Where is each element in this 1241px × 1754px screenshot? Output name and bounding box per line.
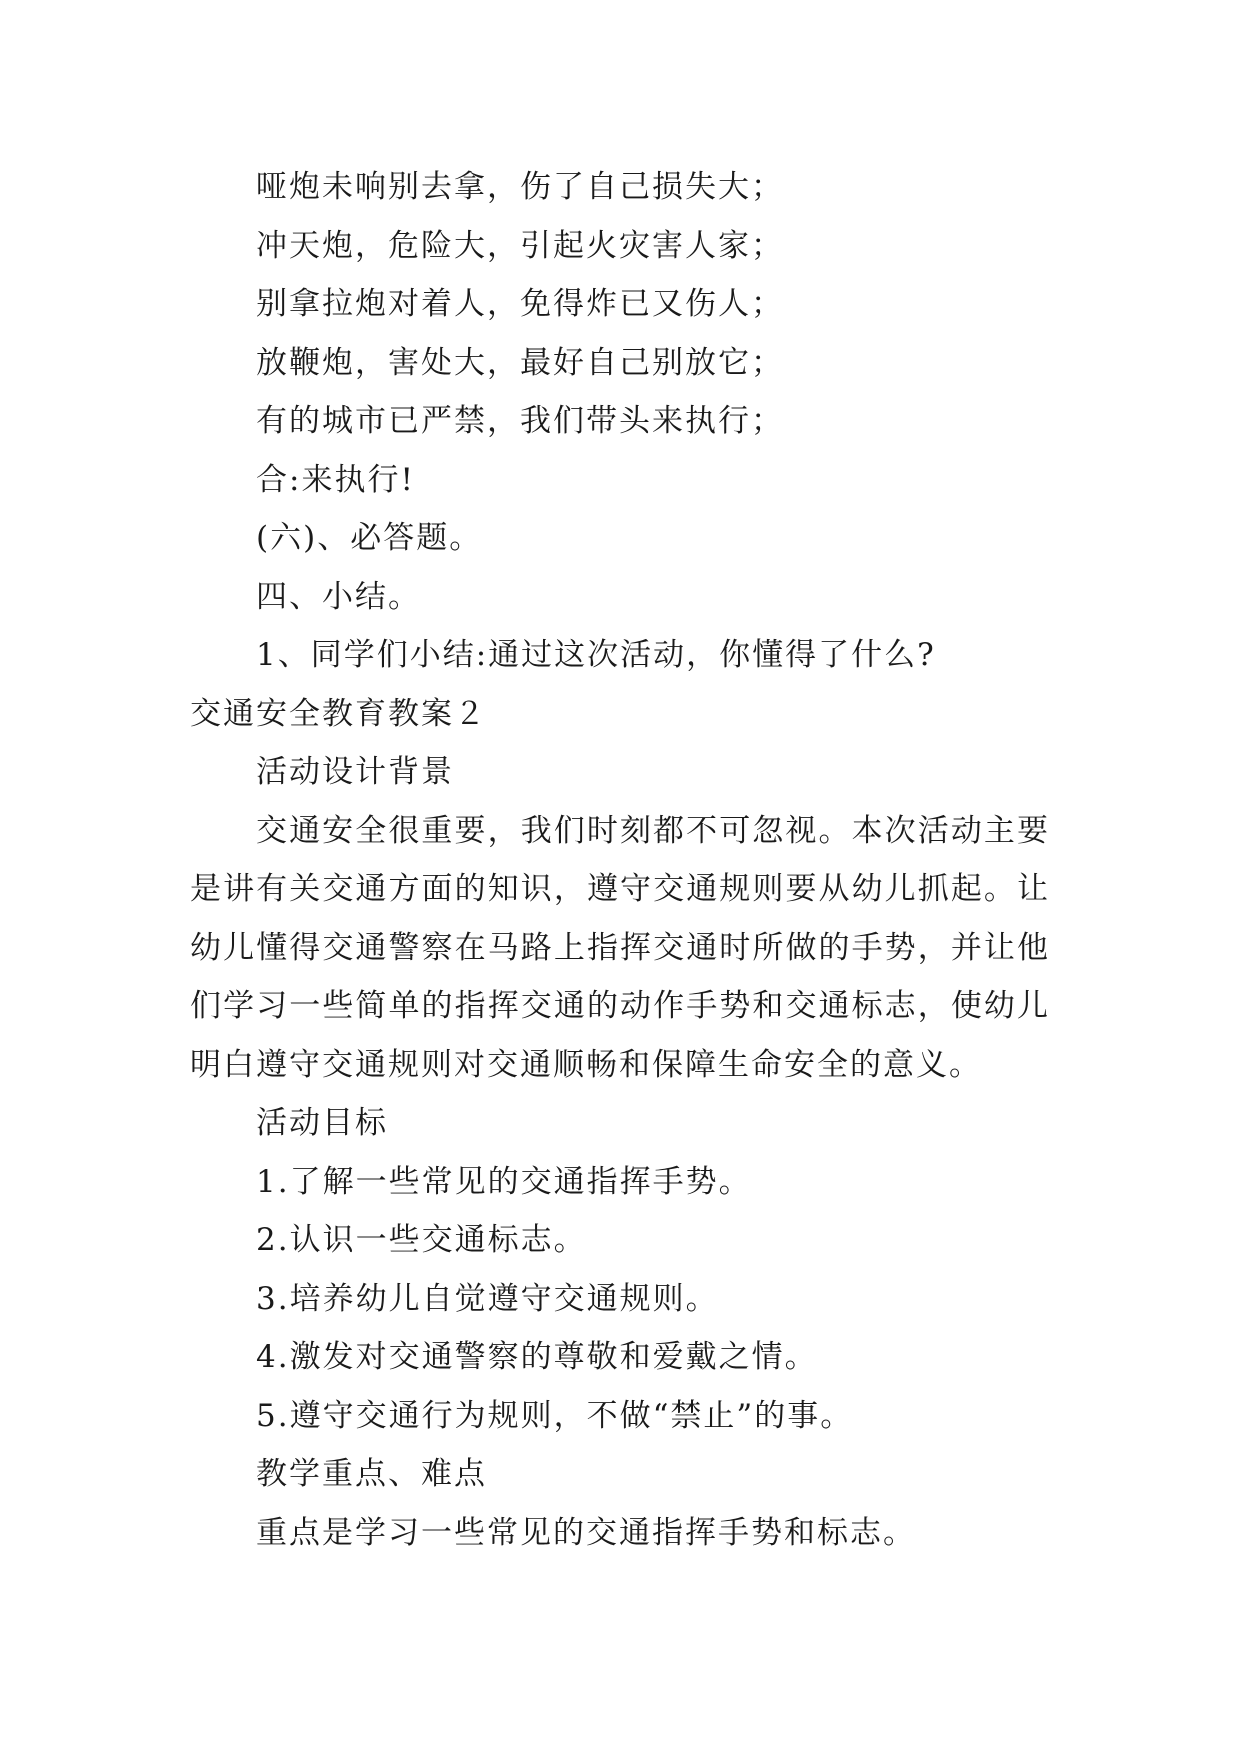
section-title: 交通安全教育教案２ xyxy=(190,695,487,732)
goal-item: 3.培养幼儿自觉遵守交通规则。 xyxy=(256,1280,719,1317)
key-heading: 教学重点、难点 xyxy=(256,1456,487,1492)
verse-line: 冲天炮，危险大，引起火灾害人家； xyxy=(256,227,784,264)
goal-item: 1.了解一些常见的交通指挥手势。 xyxy=(256,1163,752,1200)
verse-line: 别拿拉炮对着人，免得炸已又伤人； xyxy=(256,286,784,322)
background-heading: 活动设计背景 xyxy=(256,754,454,790)
verse-line: 有的城市已严禁，我们带头来执行； xyxy=(256,403,784,439)
goal-item: 4.激发对交通警察的尊敬和爱戴之情。 xyxy=(256,1339,818,1375)
goal-item: 5.遵守交通行为规则，不做“禁止”的事。 xyxy=(256,1397,854,1434)
question-heading: (六)、必答题。 xyxy=(256,520,483,556)
summary-heading: 四、小结。 xyxy=(256,578,421,615)
verse-line: 哑炮未响别去拿，伤了自己损失大； xyxy=(256,169,784,205)
goal-item: 2.认识一些交通标志。 xyxy=(256,1222,587,1258)
goals-heading: 活动目标 xyxy=(256,1105,388,1141)
verse-line: 合:来执行! xyxy=(256,461,415,498)
background-paragraph: 交通安全很重要，我们时刻都不可忽视。本次活动主要是讲有关交通方面的知识，遵守交通规则要从幼儿抓起。让幼儿懂得交通警察在马路上指挥交通时所做的手势，并让他们学习一些简单的指挥交通的动作手势和交通标志，使幼儿明白遵守交通规则对交通顺畅和保障生命安全的意义。 xyxy=(190,812,1050,1083)
document-body xyxy=(190,158,1050,1562)
summary-item: 1、同学们小结:通过这次活动，你懂得了什么? xyxy=(256,637,936,673)
key-text: 重点是学习一些常见的交通指挥手势和标志。 xyxy=(256,1514,916,1551)
verse-line: 放鞭炮，害处大，最好自己别放它； xyxy=(256,344,784,381)
